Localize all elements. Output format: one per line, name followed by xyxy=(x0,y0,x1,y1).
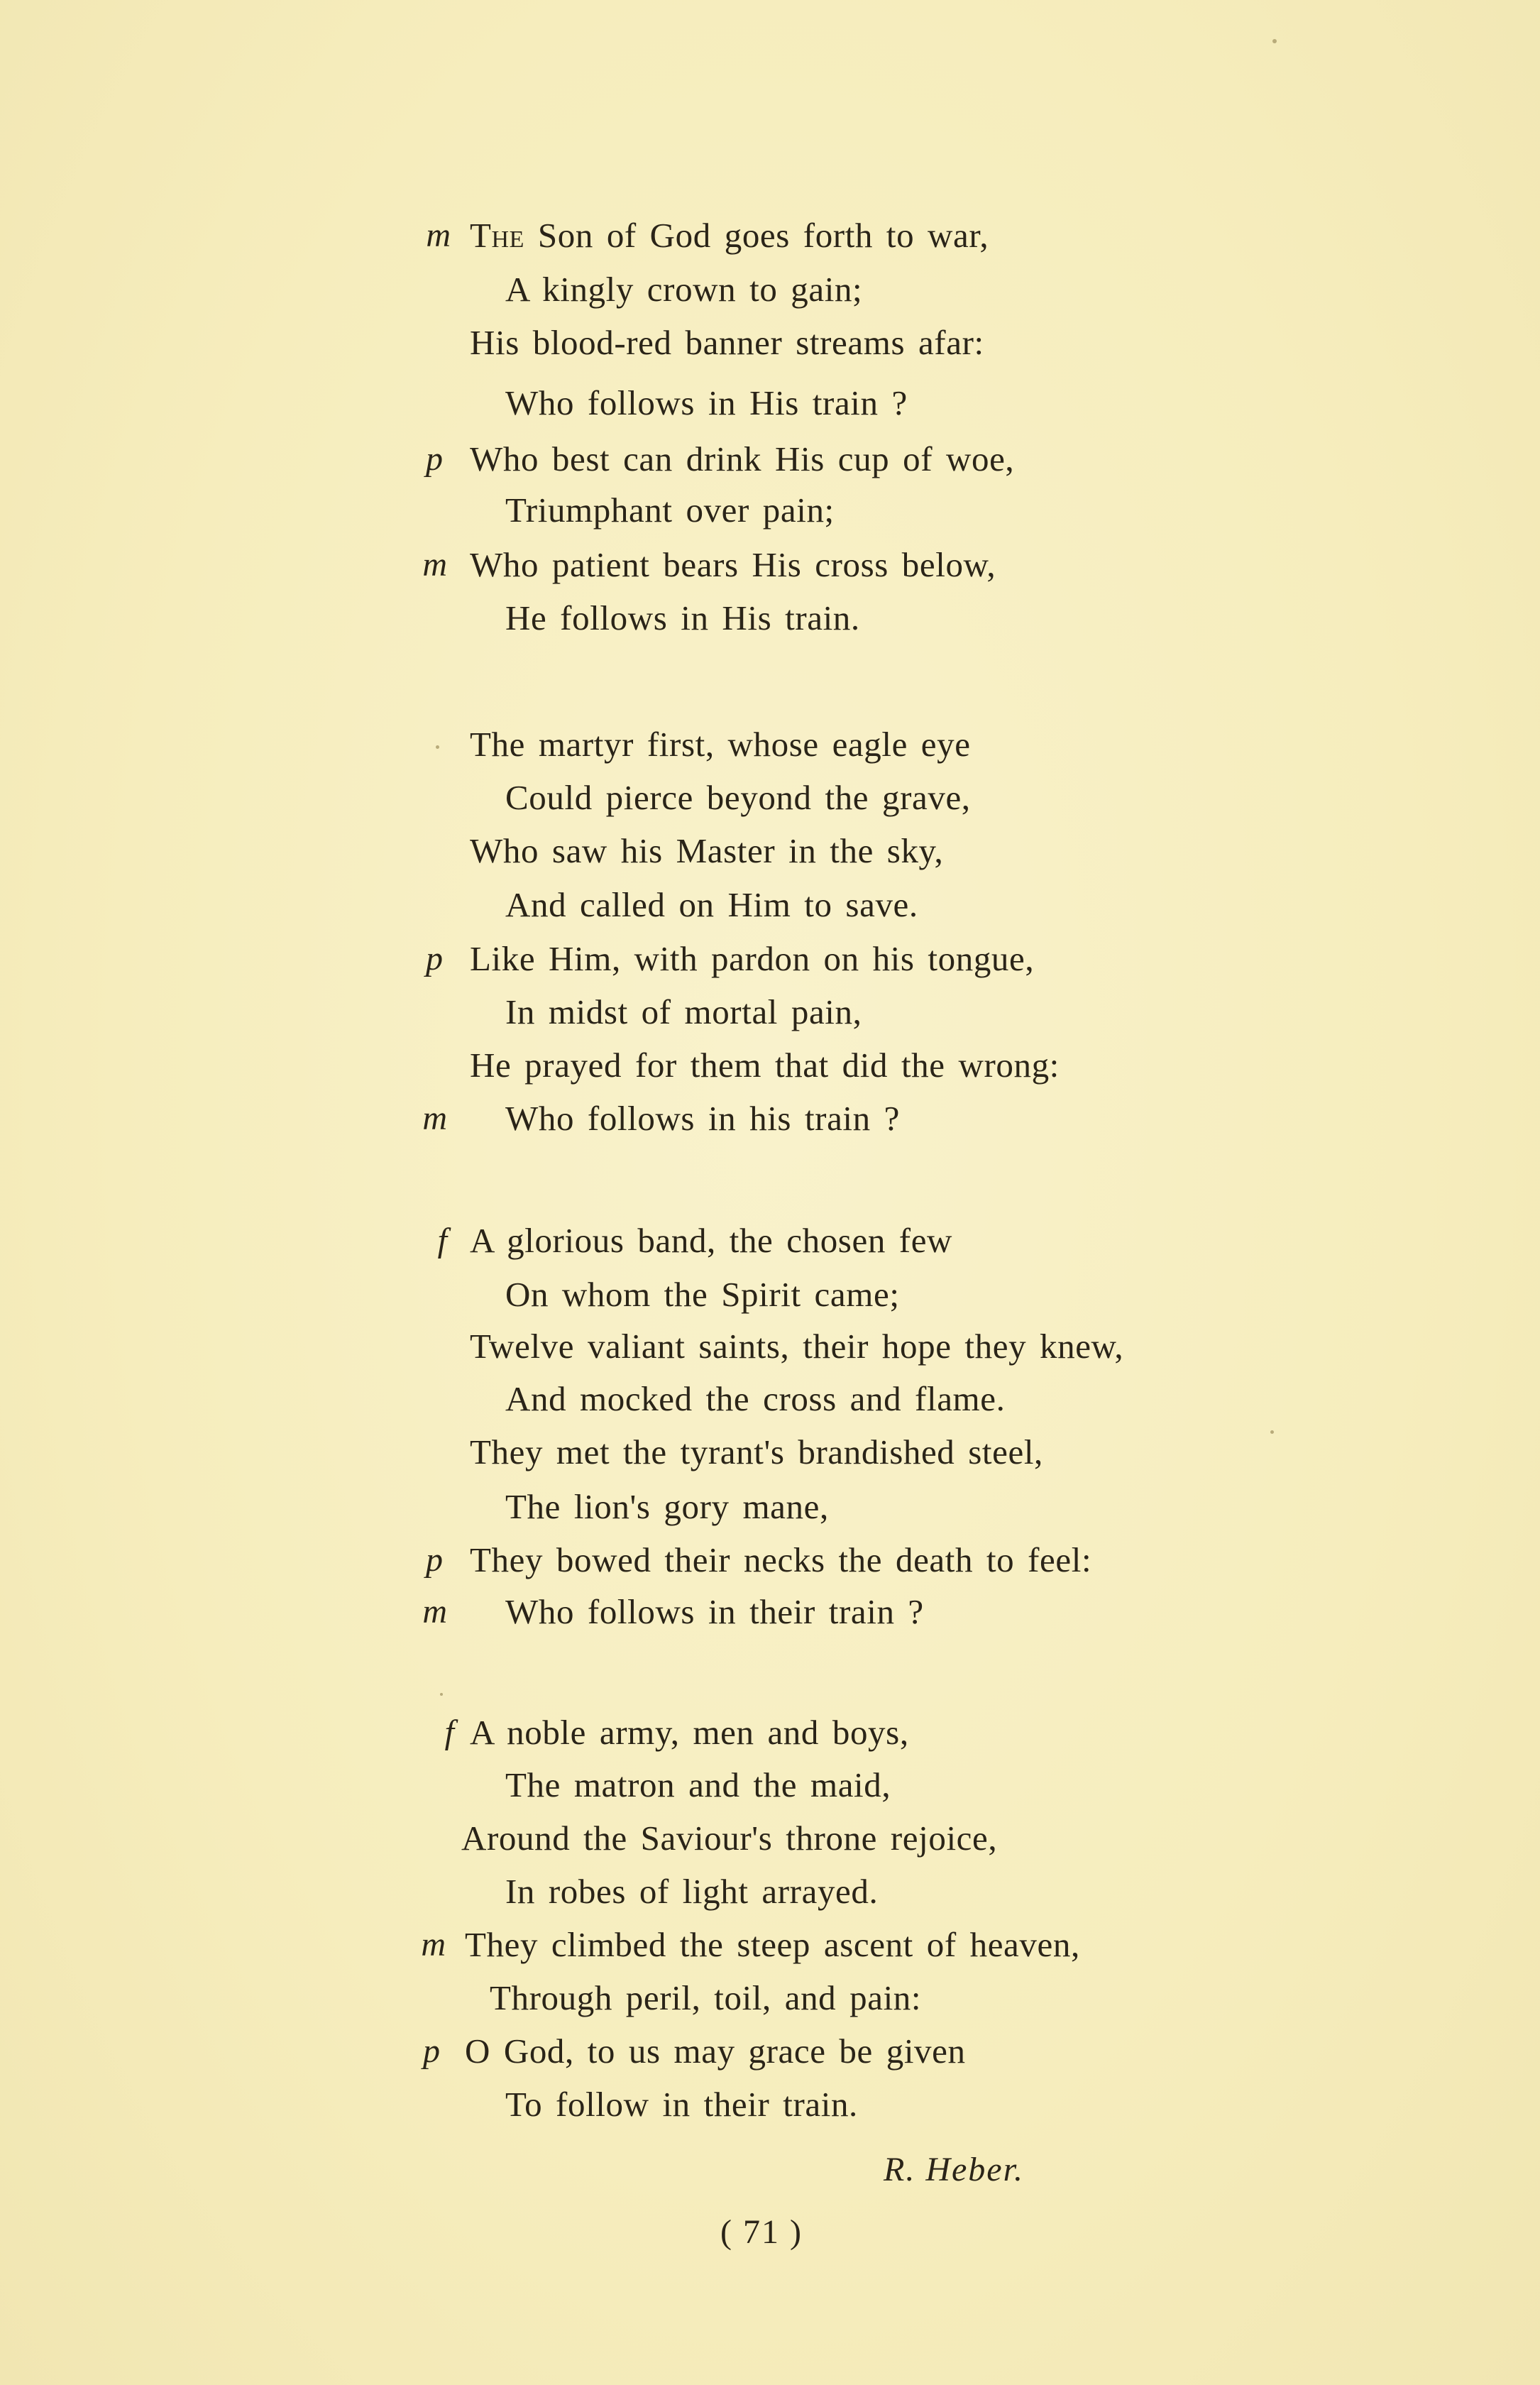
verse-text: They bowed their necks the death to feel: xyxy=(470,1540,1092,1579)
verse-line xyxy=(0,2027,1540,2076)
verse-line xyxy=(0,1708,1540,1758)
verse-line xyxy=(0,880,1540,930)
opening-word: The xyxy=(470,216,525,255)
dynamic-marking: m xyxy=(421,1926,446,1963)
dynamic-marking: p xyxy=(423,2032,440,2070)
verse-text: He prayed for them that did the wrong: xyxy=(470,1046,1060,1085)
verse-text: In midst of mortal pain, xyxy=(505,992,862,1031)
verse-text: Who saw his Master in the sky, xyxy=(470,831,944,870)
verse-text: A kingly crown to gain; xyxy=(505,270,863,309)
page-number: ( 71 ) xyxy=(720,2213,803,2251)
verse-line xyxy=(0,1535,1540,1585)
verse-text: A noble army, men and boys, xyxy=(470,1713,909,1752)
dynamic-marking: p xyxy=(426,440,443,478)
verse-text: To follow in their train. xyxy=(505,2085,858,2124)
verse-text: Around the Saviour's throne rejoice, xyxy=(461,1819,998,1858)
verse-text: They met the tyrant's brandished steel, xyxy=(470,1432,1043,1471)
verse-text: Who best can drink His cup of woe, xyxy=(470,439,1015,478)
verse-line xyxy=(0,2080,1540,2129)
dynamic-marking: p xyxy=(426,1541,443,1579)
verse-line xyxy=(0,1374,1540,1424)
verse-text: His blood-red banner streams afar: xyxy=(470,323,984,362)
verse-line xyxy=(0,211,1540,261)
dynamic-marking: m xyxy=(422,546,447,583)
dynamic-marking: f xyxy=(444,1714,454,1751)
verse-text: They climbed the steep ascent of heaven, xyxy=(465,1925,1080,1964)
paper-speck xyxy=(1272,39,1277,43)
dynamic-marking: f xyxy=(437,1222,447,1259)
verse-text: Who follows in his train ? xyxy=(505,1099,900,1138)
verse-text: Who patient bears His cross below, xyxy=(470,545,996,584)
verse-line xyxy=(0,773,1540,823)
verse-line xyxy=(0,987,1540,1037)
verse-text xyxy=(470,211,989,261)
verse-text: He follows in His train. xyxy=(505,598,860,637)
verse-line xyxy=(0,593,1540,643)
verse-text: Triumphant over pain; xyxy=(505,490,835,530)
verse-text: Twelve valiant saints, their hope they knew, xyxy=(470,1327,1124,1366)
verse-text: And mocked the cross and flame. xyxy=(505,1379,1006,1418)
verse-line xyxy=(0,1482,1540,1532)
verse-line xyxy=(0,1041,1540,1090)
verse-text: Who follows in their train ? xyxy=(505,1592,924,1631)
verse-text: Through peril, toil, and pain: xyxy=(490,1978,922,2017)
verse-line xyxy=(0,486,1540,535)
verse-text: Who follows in His train ? xyxy=(505,383,908,422)
verse-line xyxy=(0,1270,1540,1320)
dynamic-marking: p xyxy=(426,940,443,977)
verse-line xyxy=(0,1322,1540,1371)
verse-text: The lion's gory mane, xyxy=(505,1487,829,1526)
verse-text: O God, to us may grace be given xyxy=(465,2032,966,2071)
verse-line xyxy=(0,378,1540,428)
verse-line xyxy=(0,1587,1540,1637)
verse-line xyxy=(0,826,1540,876)
verse-line xyxy=(0,1920,1540,1970)
verse-line xyxy=(0,1427,1540,1477)
verse-line xyxy=(0,720,1540,769)
paper-speck xyxy=(440,1693,443,1696)
dynamic-marking: m xyxy=(422,1593,447,1630)
verse-line xyxy=(0,1216,1540,1266)
author-attribution: R. Heber. xyxy=(884,2151,1024,2188)
verse-line xyxy=(0,1814,1540,1863)
verse-text: In robes of light arrayed. xyxy=(505,1872,879,1911)
verse-text-rest: Son of God goes forth to war, xyxy=(524,216,989,255)
verse-line xyxy=(0,434,1540,484)
dynamic-marking: m xyxy=(422,1100,447,1137)
verse-text: The matron and the maid, xyxy=(505,1765,891,1804)
verse-text: Could pierce beyond the grave, xyxy=(505,778,971,817)
paper-speck xyxy=(436,745,439,749)
verse-line xyxy=(0,540,1540,590)
verse-text: And called on Him to save. xyxy=(505,885,918,924)
dynamic-marking: m xyxy=(426,216,451,254)
verse-line xyxy=(0,934,1540,984)
verse-line xyxy=(0,318,1540,368)
verse-text: On whom the Spirit came; xyxy=(505,1275,900,1314)
verse-text: The martyr first, whose eagle eye xyxy=(470,725,971,764)
verse-line xyxy=(0,1973,1540,2023)
verse-line xyxy=(0,265,1540,314)
verse-line xyxy=(0,1867,1540,1917)
verse-line xyxy=(0,1094,1540,1144)
paper-speck xyxy=(1270,1430,1274,1434)
verse-text: Like Him, with pardon on his tongue, xyxy=(470,939,1035,978)
verse-line xyxy=(0,1760,1540,1810)
verse-text: A glorious band, the chosen few xyxy=(470,1221,953,1260)
